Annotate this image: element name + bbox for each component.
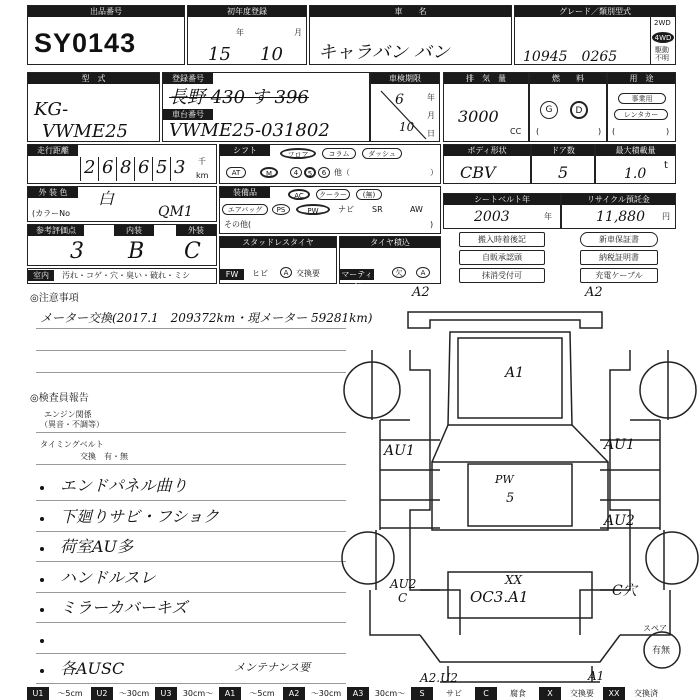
legend-desc: 交換済 [625,687,667,700]
studless-exchange: 交換要 [296,269,320,278]
recycle-unit: 円 [662,212,670,221]
legend-desc: 30cm〜 [177,687,219,700]
inspector-line [36,683,346,684]
lot-number-label: 出品番号 [28,6,184,17]
legend-desc: 30cm〜 [369,687,411,700]
studless-label: スタッドレスタイヤ [220,237,336,248]
studless-fw: FW [220,269,244,280]
first-registration-year: 15 [208,44,231,65]
drive-2wd: 2WD [654,19,671,27]
legend-code: XX [603,687,625,700]
fuel-label: 燃 料 [530,73,606,84]
legend-desc: 腐食 [497,687,539,700]
inspection-expiry-month: 10 [399,120,415,134]
usage-box [607,72,676,142]
shift-at: AT [226,167,246,178]
inspector-item: ミラーカバーキズ [60,598,188,617]
inspection-day-unit: 日 [427,129,435,138]
displacement-label: 排 気 量 [444,73,528,84]
doc-charge-cable[interactable]: 充電ケーブル [580,268,658,283]
equip-other-close: ) [430,220,434,229]
mileage-digit-separator [80,157,81,181]
doc-cancellation[interactable]: 抹消受付可 [459,268,545,283]
equipment-box [219,186,441,234]
drive-unknown: 駆動 不明 [655,46,669,62]
damage-left-bottom-1: AU2 [390,577,417,591]
inspector-item: エンドパネル曲り [60,476,188,495]
score-value: 3 [70,239,84,264]
inspector-line [36,622,346,623]
equip-pw: PW [296,204,330,215]
capacity-box [595,144,676,184]
legend-code: A3 [347,687,369,700]
legend-desc: 〜30cm [113,687,155,700]
mileage-digit: 3 [174,157,186,178]
inspector-bullet [40,547,44,551]
engine-line [36,432,346,433]
inspector-bullet [40,486,44,490]
doors-box [531,144,595,184]
mileage-digit-separator [116,157,117,181]
notes-line-2 [36,350,346,351]
mileage-unit-km: km [196,171,209,180]
equip-sr: SR [372,205,383,214]
usage-rental: レンタカー [614,109,668,120]
legend-bar [27,687,697,700]
inspector-bullet [40,608,44,612]
inspector-bullet [40,578,44,582]
damage-roof: A1 [505,365,525,381]
shift-label: シフト [220,145,270,156]
recycle-value: 11,880 [596,209,645,225]
inspector-item: 下廻りサビ・フショク [60,506,220,526]
inspector-line [36,500,346,501]
displacement-box [443,72,529,142]
tire-accumulation-label: タイヤ積込 [340,237,440,248]
shift-speed-5: 5 [304,167,316,178]
equip-cooler: クーラー [316,189,350,200]
seatbelt-unit: 年 [544,212,552,221]
inspector-line [36,531,346,532]
damage-center-2: 5 [506,491,515,506]
inspection-slash [371,83,441,143]
first-registration-month: 10 [260,44,283,65]
exterior-color-code-label: (カラーNo [32,209,70,218]
notes-label: ◎注意事項 [30,293,79,304]
mileage-digit-separator [98,157,99,181]
inspection-expiry-box [370,72,440,142]
damage-xx: XX [505,573,523,587]
mileage-digit: 6 [102,157,114,178]
inspector-bullet [40,639,44,643]
model-value-1: KG- [34,99,69,120]
doc-tax-cert[interactable]: 納税証明書 [580,250,658,265]
exterior-grade-value: C [184,239,201,264]
shift-speed-6: 6 [318,167,330,178]
equip-ac: AC [288,189,310,200]
exterior-color-box [27,186,217,222]
shift-other: 他（ [334,168,350,177]
equip-none: (無) [356,189,382,200]
lot-number-box [27,5,185,65]
notes-line-3 [36,372,346,373]
recycle-box [561,193,676,229]
inspector-line [36,592,346,593]
tire-mark-b: A [416,267,430,278]
tire-accumulation-mode: マーティン [341,270,373,290]
shift-mt: M [260,167,278,178]
registration-value: 長野 430 す 396 [169,87,309,108]
shift-floor: フロア [280,148,316,159]
displacement-value: 3000 [458,107,499,126]
notes-text: メーター交換(2017.1 209372km・現メーター 59281km) [40,311,373,325]
studless-box [219,236,337,284]
doc-new-warranty[interactable]: 新車保証書 [580,232,658,247]
mileage-digit-separator [152,157,153,181]
shift-speed-4: 4 [290,167,302,178]
tire-mark-a: 欠 [392,267,406,278]
inspection-year-unit: 年 [427,93,435,102]
capacity-unit: t [664,160,668,171]
legend-desc: 〜30cm [305,687,347,700]
chassis-value: VWME25-031802 [169,120,330,141]
inspection-expiry-year: 6 [395,92,404,108]
doc-carry-in[interactable]: 搬入時着後記 [459,232,545,247]
car-name-value: キャラバン バン [318,42,450,63]
damage-left-side: AU1 [384,443,415,459]
damage-right-side: AU1 [604,437,635,453]
equip-ps: PS [272,204,290,215]
inspector-line [36,653,346,654]
capacity-value: 1.0 [624,166,647,182]
model-value-2: VWME25 [42,121,128,142]
timing-exchange: 交換 有・無 [80,452,128,461]
car-name-label: 車 名 [310,6,511,17]
lot-number-value: SY0143 [34,28,137,58]
exterior-grade-label: 外装 [176,225,216,236]
registration-label: 登録番号 [163,73,213,84]
legend-desc: 〜5cm [49,687,91,700]
damage-bottom-left: A2.U2 [420,671,458,685]
studless-mark: A [280,267,292,278]
fuel-d: D [570,101,588,119]
notes-line-1 [36,328,346,329]
shift-close: ） [430,168,438,177]
body-box [443,144,531,184]
seatbelt-label: シートベルト年 [444,194,560,205]
first-registration-box [187,5,307,65]
inspector-footer-note: メンテナンス要 [234,661,311,674]
fuel-open: ( [536,127,540,136]
damage-right-bottom: C穴 [612,583,637,599]
registration-box [162,72,370,142]
interior-notes-text: 汚れ・コゲ・穴・臭い・破れ・ミシ [62,271,190,280]
tire-accumulation-box [339,236,441,290]
inspection-expiry-label: 車検期限 [371,73,439,84]
damage-rear: OC3.A1 [470,588,529,606]
equip-navi: ナビ [338,205,354,214]
legend-code: U1 [27,687,49,700]
mileage-digit-separator [134,157,135,181]
usage-label: 用 途 [608,73,675,84]
equip-airbag: エアバッグ [222,204,268,215]
chassis-label: 車台番号 [163,109,213,120]
mileage-label: 走行距離 [28,145,78,156]
capacity-label: 最大積載量 [596,145,675,156]
body-value: CBV [460,163,496,182]
legend-desc: 交換要 [561,687,603,700]
usage-open: ( [612,127,616,136]
engine-label-1: エンジン関係 [44,410,92,419]
inspector-bullet [40,517,44,521]
spare-label: スペア [643,624,667,633]
interior-grade-label: 内装 [114,225,154,236]
inspector-item: ハンドルスレ [60,567,156,587]
damage-left-bottom-2: C [398,591,408,605]
fuel-g: G [540,101,558,119]
timing-line [36,464,346,465]
equip-aw: AW [410,205,423,214]
legend-desc: サビ [433,687,475,700]
drive-4wd: 4WD [652,32,674,43]
interior-grade-value: B [128,239,145,264]
mileage-unit-k: 千 [198,157,206,166]
studless-hibi: ヒビ [252,269,268,278]
grade-value: 10945 0265 [523,49,618,65]
grades-box [27,224,217,266]
grade-label: グレード／類別型式 [515,6,675,17]
usage-business: 事業用 [618,93,666,104]
damage-center-1: PW [495,473,514,486]
mileage-digit: 6 [138,157,150,178]
fuel-box [529,72,607,142]
timing-label: タイミングベルト [40,440,104,449]
damage-bottom-right: A1 [588,669,605,683]
seatbelt-box [443,193,561,229]
legend-code: U2 [91,687,113,700]
legend-desc: 〜5cm [241,687,283,700]
equip-other-label: その他( [224,220,252,229]
engine-label-2: （異音・不調等） [40,420,104,429]
displacement-unit: CC [510,127,522,136]
mileage-digit: 2 [84,157,96,178]
fuel-close: ) [598,127,602,136]
recycle-label: リサイクル預託金 [562,194,675,205]
model-label: 型 式 [28,73,159,84]
body-label: ボディ形状 [444,145,530,156]
legend-code: S [411,687,433,700]
exterior-color-value: 白 [98,189,115,208]
doors-value: 5 [558,163,569,182]
seatbelt-value: 2003 [474,209,510,225]
inspection-month-unit: 月 [427,111,435,120]
inspector-item: 各AUSC [60,659,125,678]
mileage-digit: 8 [120,157,132,178]
spare-value: 有無 [652,646,671,656]
shift-dash: ダッシュ [362,148,402,159]
damage-right-mid: AU2 [604,513,635,529]
legend-code: A1 [219,687,241,700]
inspector-bullet [40,669,44,673]
doors-label: ドア数 [532,145,594,156]
mileage-box [27,144,217,184]
legend-code: X [539,687,561,700]
car-name-box [309,5,512,65]
exterior-color-code: QM1 [158,204,193,220]
score-label: 参考評価点 [28,225,84,236]
doc-approval[interactable]: 自販承認頭 [459,250,545,265]
legend-code: C [475,687,497,700]
usage-close: ) [666,127,670,136]
damage-top-left: A2 [412,285,430,300]
month-unit: 月 [294,28,302,37]
exterior-color-label: 外 装 色 [28,187,78,198]
year-unit: 年 [236,28,244,37]
model-box [27,72,160,142]
shift-column: コラム [322,148,356,159]
drive-type-column [650,16,676,65]
inspector-label: ◎検査員報告 [30,393,89,404]
first-registration-label: 初年度登録 [188,6,306,17]
equipment-label: 装備品 [220,187,270,198]
interior-notes-label: 室内 [28,270,54,281]
legend-code: U3 [155,687,177,700]
mileage-digit: 5 [156,157,168,178]
legend-code: A2 [283,687,305,700]
inspector-item: 荷室AU多 [60,537,134,556]
shift-box [219,144,441,184]
inspector-line [36,561,346,562]
damage-top-right: A2 [585,285,603,300]
interior-notes-box [27,268,217,284]
mileage-digit-separator [170,157,171,181]
